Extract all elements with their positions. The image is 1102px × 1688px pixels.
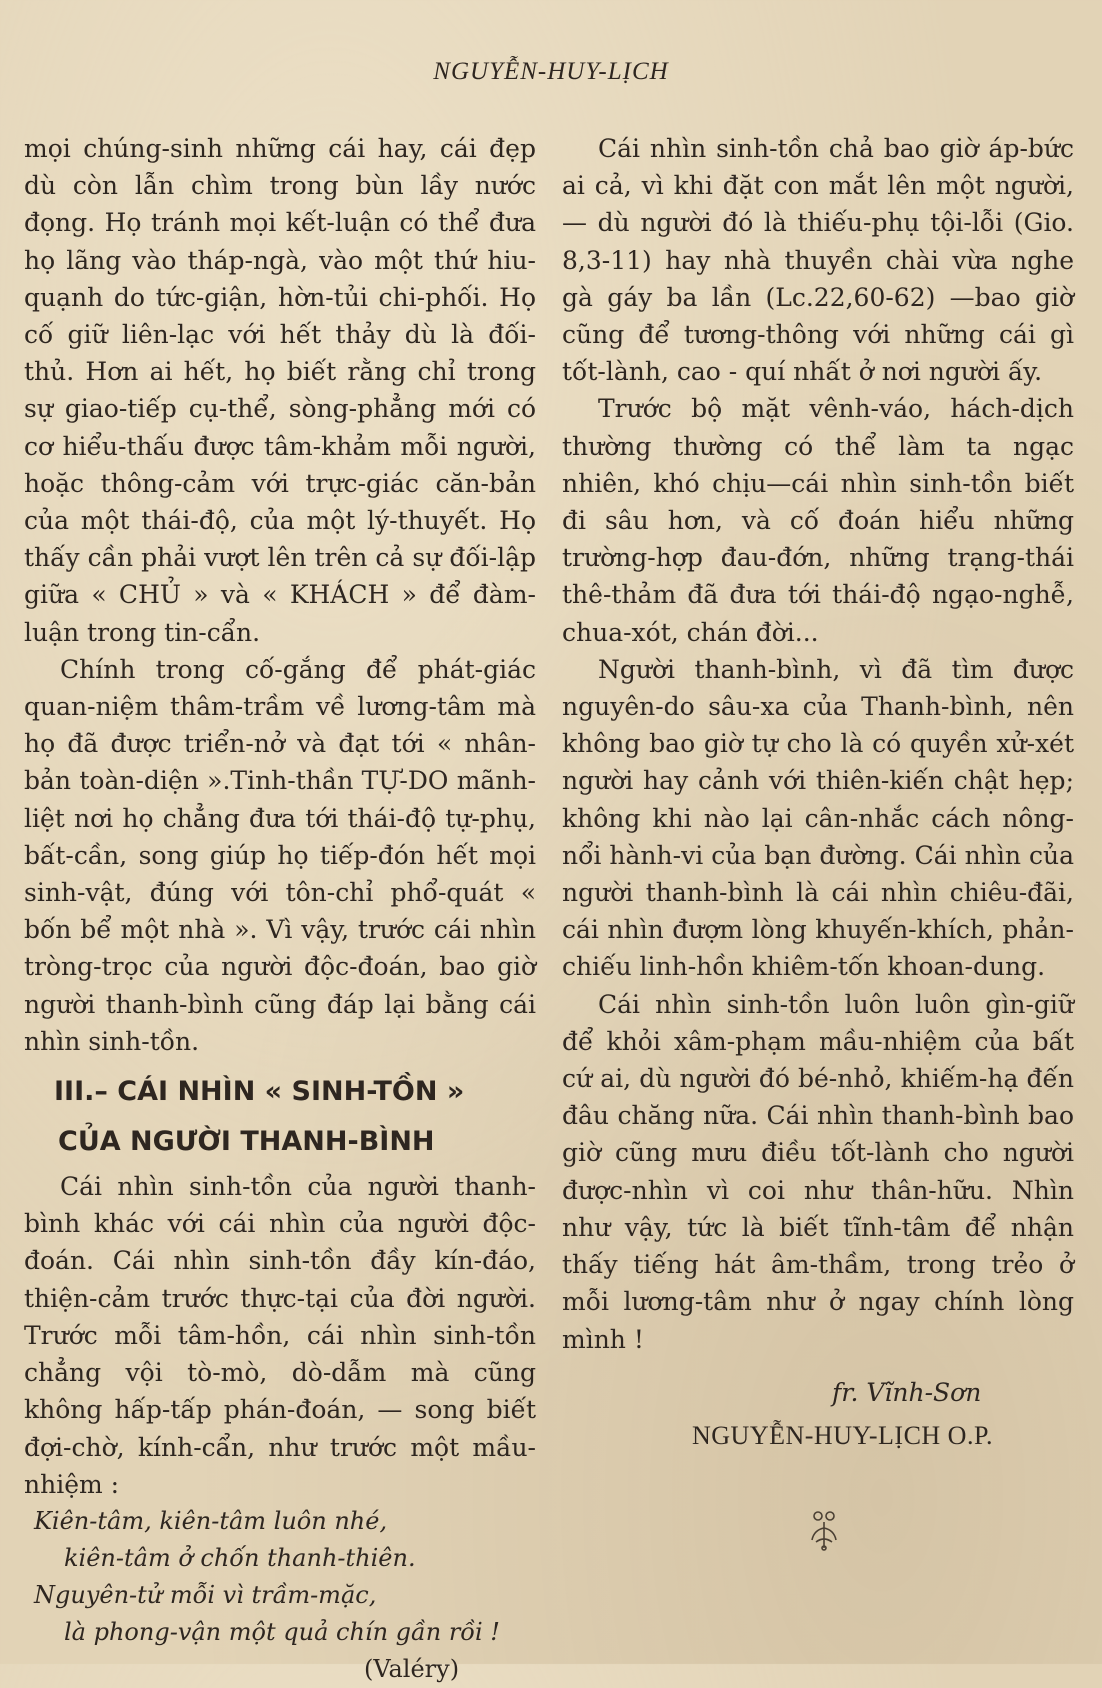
paragraph: Cái nhìn sinh-tồn chả bao giờ áp-bức ai cả, vì khi đặt con mắt lên một người, — dù người đó là thiếu-phụ tội-lỗi (Gio. 8,3-11) hay nhà thuyền chài vừa nghe gà gáy ba lần (Lc.22,60-62) —bao giờ cũng để tương-thông với những cái gì tốt-lành, cao - quí nhất ở nơi người ấy. <box>562 134 1074 387</box>
poem-attribution: (Valéry) <box>364 1654 460 1683</box>
left-column <box>24 130 536 1688</box>
poem-line: Nguyên-tử mỗi vì trầm-mặc, <box>34 1580 377 1609</box>
paragraph: Cái nhìn sinh-tồn luôn luôn gìn-giữ để khỏi xâm-phạm mầu-nhiệm của bất cứ ai, dù người đó bé-nhỏ, khiếm-hạ đến đâu chăng nữa. Cái nhìn thanh-bình bao giờ cũng mưu điều tốt-lành cho người được-nhìn vì coi như thân-hữu. Nhìn như vậy, tức là biết tĩnh-tâm để nhận thấy tiếng hát âm-thầm, trong trẻo ở mỗi lương-tâm như ở ngay chính lòng mình ! <box>562 989 1074 1354</box>
floral-ornament-icon <box>806 1508 842 1552</box>
section-heading-line2: CỦA NGƯỜI THANH-BÌNH <box>58 1126 435 1158</box>
poem-line: Kiên-tâm, kiên-tâm luôn nhé, <box>34 1506 388 1535</box>
signature-by: fr. Vĩnh-Sơn <box>832 1377 982 1407</box>
signature-block <box>562 1374 1074 1454</box>
signature-name: NGUYỄN-HUY-LỊCH O.P. <box>692 1420 994 1450</box>
poem-quote <box>24 1503 536 1688</box>
paragraph: Chính trong cố-gắng để phát-giác quan-niệm thâm-trầm về lương-tâm mà họ đã được triển-nở và đạt tới « nhân-bản toàn-diện ».Tinh-thần TỰ-DO mãnh-liệt nơi họ chẳng đưa tới thái-độ tự-phụ, bất-cần, song giúp họ tiếp-đón hết mọi sinh-vật, đúng với tôn-chỉ phổ-quát « bốn bể một nhà ». Vì vậy, trước cái nhìn tròng-trọc của người độc-đoán, bao giờ người thanh-bình cũng đáp lại bằng cái nhìn sinh-tồn. <box>24 654 536 1056</box>
poem-line: là phong-vận một quả chín gần rồi ! <box>64 1617 500 1646</box>
paragraph: Trước bộ mặt vênh-váo, hách-dịch thường thường có thể làm ta ngạc nhiên, khó chịu—cái nhìn sinh-tồn biết đi sâu hơn, và cố đoán hiểu những trường-hợp đau-đớn, những trạng-thái thê-thảm đã đưa tới thái-độ ngạo-nghễ, chua-xót, chán đời... <box>562 394 1074 647</box>
poem-line: kiên-tâm ở chốn thanh-thiên. <box>64 1543 416 1572</box>
running-header: NGUYỄN-HUY-LỊCH <box>433 58 669 85</box>
paragraph: mọi chúng-sinh những cái hay, cái đẹp dù còn lẫn chìm trong bùn lầy nước đọng. Họ tránh mọi kết-luận có thể đưa họ lãng vào tháp-ngà, vào một thứ hiu-quạnh do tức-giận, hờn-tủi chi-phối. Họ cố giữ liên-lạc với hết thảy dù là đối-thủ. Hơn ai hết, họ biết rằng chỉ trong sự giao-tiếp cụ-thể, sòng-phẳng mới có cơ hiểu-thấu được tâm-khảm mỗi người, hoặc thông-cảm với trực-giác căn-bản của một thái-độ, của một lý-thuyết. Họ thấy cần phải vượt lên trên cả sự đối-lập giữa « CHỦ » và « KHÁCH » để đàm-luận trong tin-cẩn. <box>24 134 536 647</box>
paragraph: Người thanh-bình, vì đã tìm được nguyên-do sâu-xa của Thanh-bình, nên không bao giờ tự cho là có quyền xử-xét người hay cảnh với thiên-kiến chật hẹp; không khi nào lại cân-nhắc cách nông-nổi hành-vi của bạn đường. Cái nhìn của người thanh-bình là cái nhìn chiêu-đãi, cái nhìn đượm lòng khuyến-khích, phản-chiếu linh-hồn khiêm-tốn khoan-dung. <box>562 654 1074 982</box>
section-heading: III.– CÁI NHÌN « SINH-TỒN » <box>54 1076 465 1108</box>
right-column <box>562 130 1074 1454</box>
paragraph: Cái nhìn sinh-tồn của người thanh-bình khác với cái nhìn của người độc-đoán. Cái nhìn sinh-tồn đầy kín-đáo, thiện-cảm trước thực-tại của đời người. Trước mỗi tâm-hồn, cái nhìn sinh-tồn chẳng vội tò-mò, dò-dẫm mà cũng không hấp-tấp phán-đoán, — song biết đợi-chờ, kính-cẩn, như trước một mầu-nhiệm : <box>24 1172 536 1499</box>
